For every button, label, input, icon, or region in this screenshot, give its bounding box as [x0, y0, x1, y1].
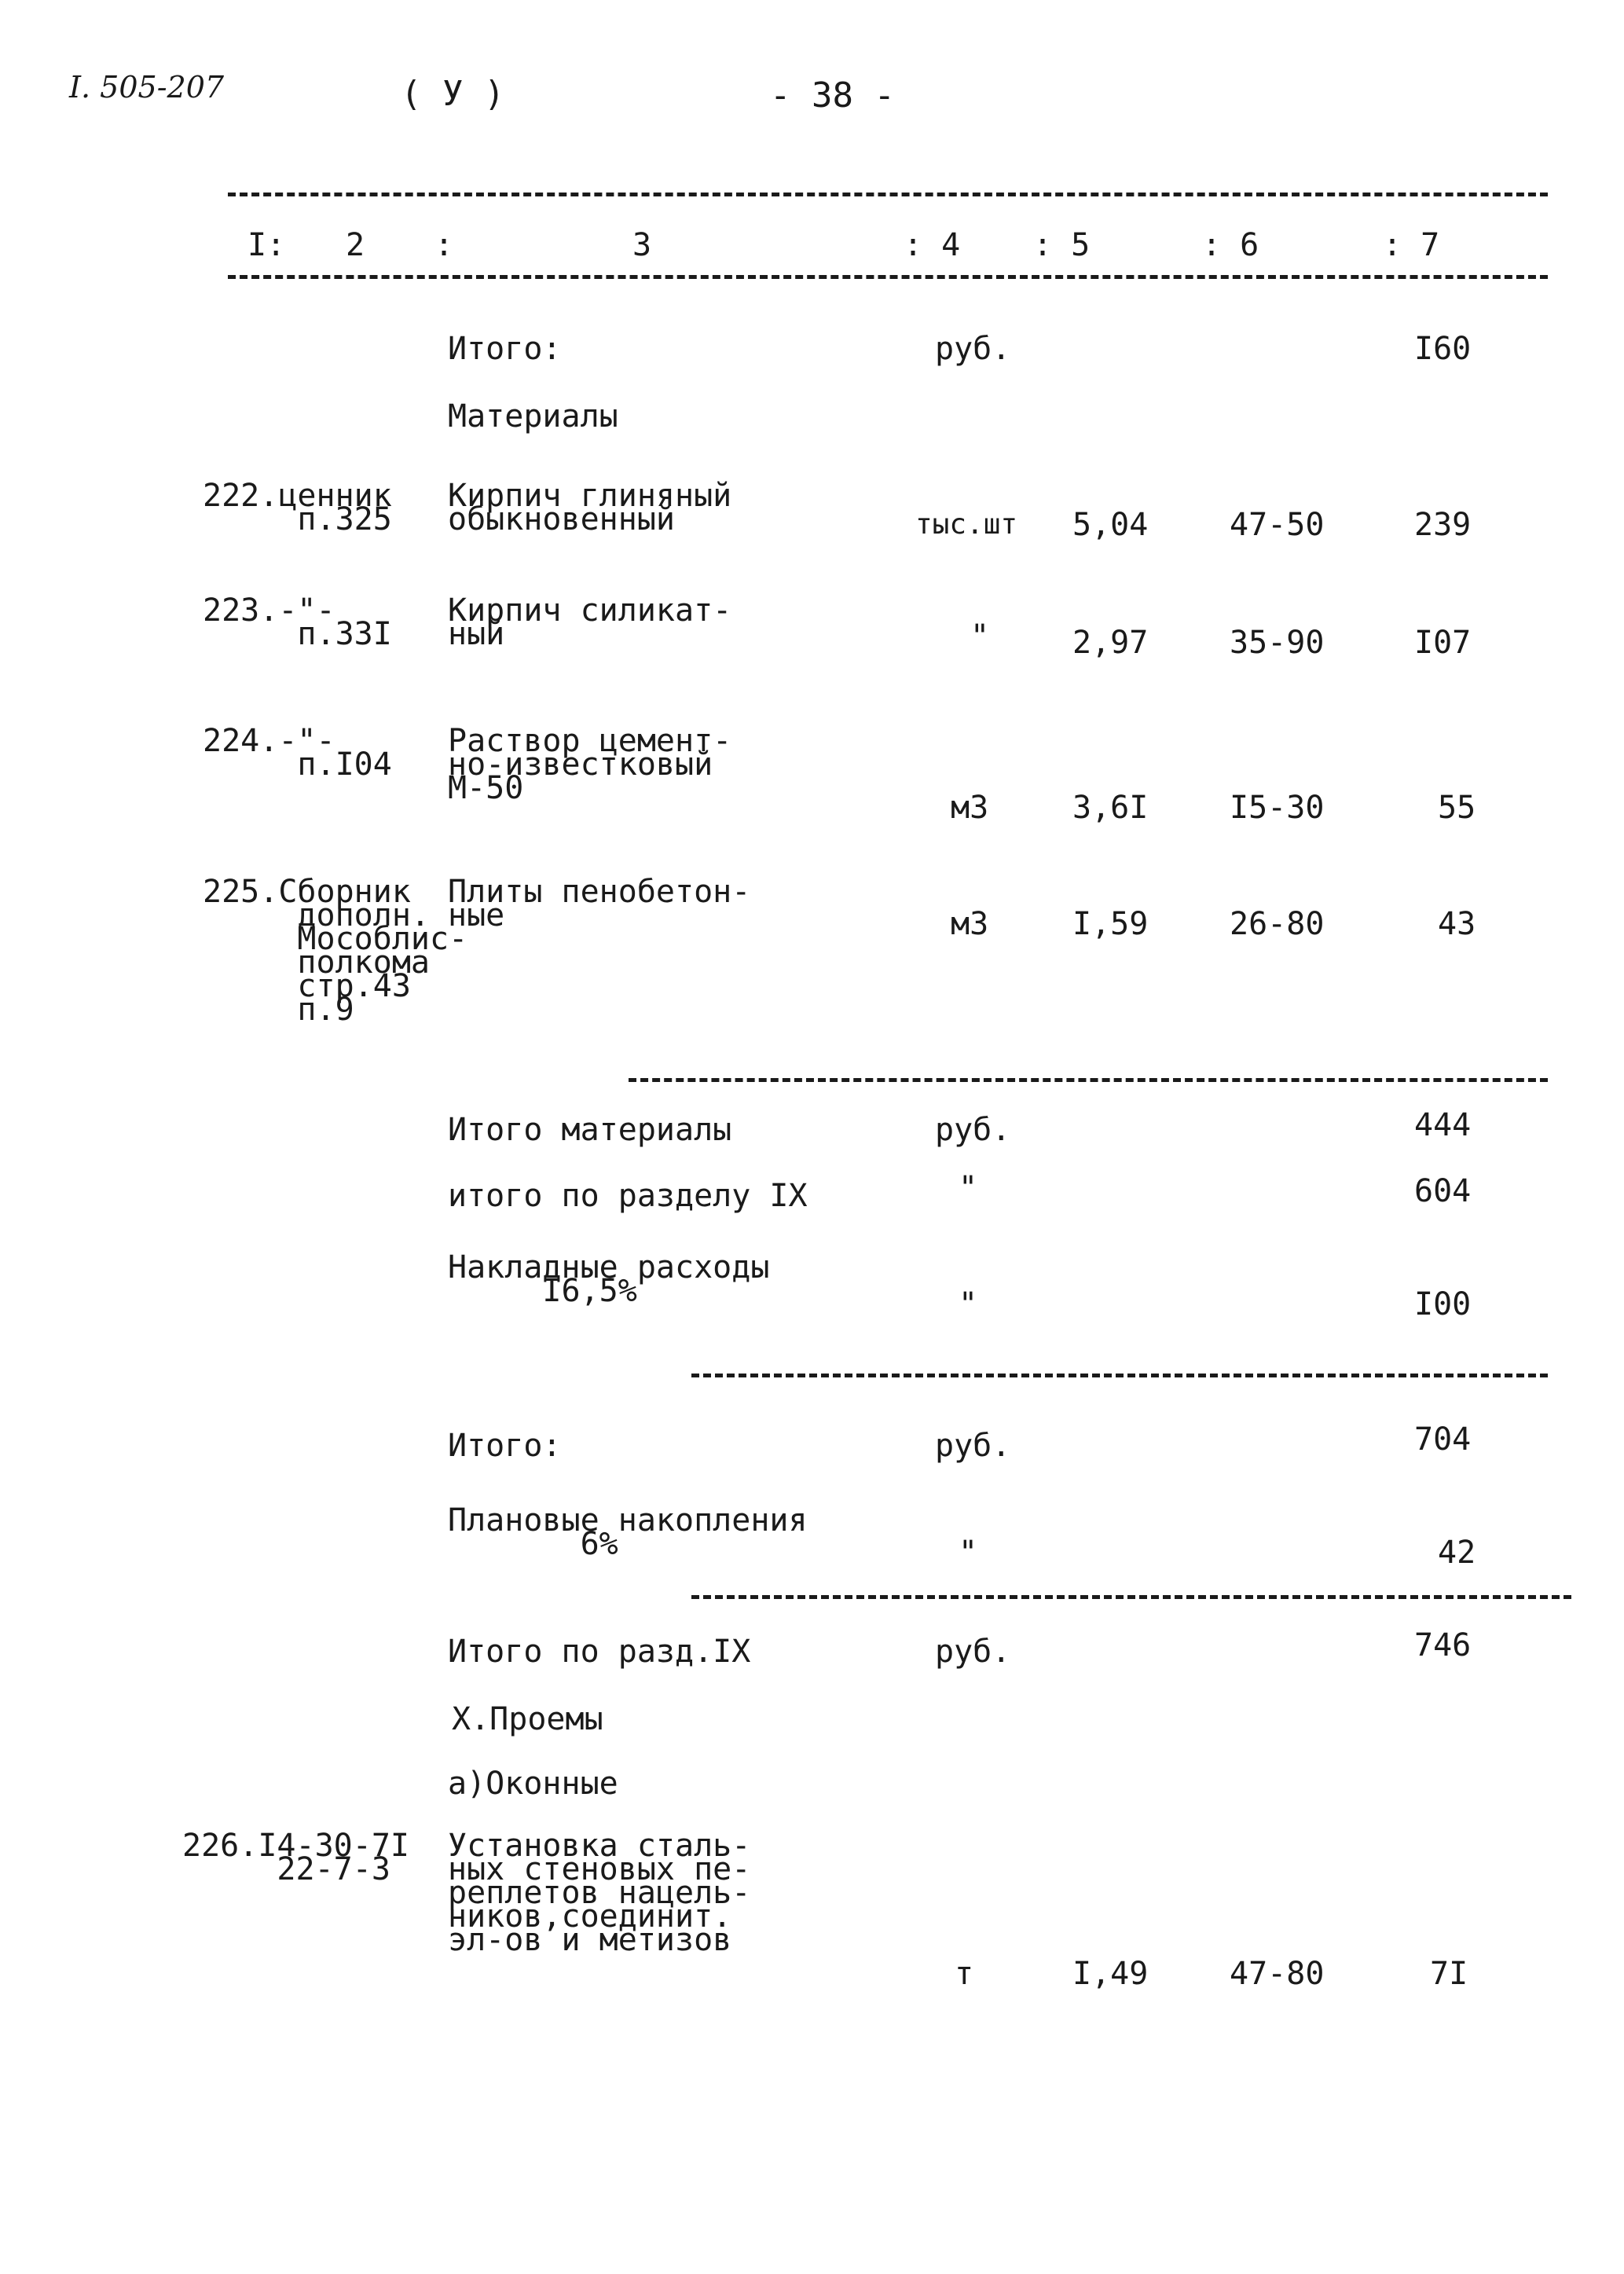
itogo2-unit: руб. [935, 1428, 1011, 1464]
row-225-unit: м3 [951, 906, 989, 942]
itogo-materials-unit: руб. [935, 1112, 1011, 1148]
row-222-desc: Кирпич глиняный обыкновенный [448, 478, 732, 537]
row-223-price: 35-90 [1230, 625, 1325, 661]
section-x-heading: Х.Проемы [452, 1701, 603, 1737]
overhead-rule [691, 1374, 1548, 1377]
row-225-total: 43 [1438, 906, 1476, 942]
row-226-qty: I,49 [1072, 1956, 1149, 1992]
row-225-code: 225.Сборник дополн. Мособлис- полкома стр.43 п.9 [203, 874, 468, 1028]
row-223-desc: Кирпич силикат- ный [448, 592, 732, 652]
subsection-a-heading: а)Оконные [448, 1766, 618, 1802]
col-header-6: : 6 [1202, 227, 1259, 263]
col-header-7: : 7 [1383, 227, 1440, 263]
row-226-desc: Установка сталь- ных стеновых пе- реплетов нацель- ников,соединит. эл-ов и метизов [448, 1828, 751, 1958]
planned-rule [691, 1595, 1571, 1599]
itogo-razd-label: Итого по разд.IX [448, 1634, 751, 1670]
row-226-total: 7I [1430, 1956, 1468, 1992]
row-222-total: 239 [1414, 507, 1472, 543]
planned-total: 42 [1438, 1535, 1476, 1571]
header-bottom-rule [228, 275, 1548, 279]
row-225-qty: I,59 [1072, 906, 1149, 942]
itogo-materials-label: Итого материалы [448, 1112, 732, 1148]
row-222-unit: тыс.шт [915, 508, 1018, 541]
col-header-1: I: [247, 227, 286, 263]
planned-label: Плановые накопления 6% [448, 1502, 808, 1562]
document-mark: ( У ) [401, 74, 505, 114]
row-224-total: 55 [1438, 790, 1476, 826]
col-header-3: 3 [632, 227, 652, 263]
row-222-price: 47-50 [1230, 507, 1325, 543]
row-226-unit: т [955, 1956, 974, 1992]
row-224-price: I5-30 [1230, 790, 1325, 826]
col-header-sep: : [434, 227, 454, 263]
overhead-total: I00 [1414, 1286, 1472, 1322]
itogo-razd-unit: руб. [935, 1634, 1011, 1670]
row-224-desc: Раствор цемент- но-известковый М-50 [448, 723, 732, 806]
row-225-desc: Плиты пенобетон- ные [448, 874, 751, 933]
row-223-unit: " [970, 618, 990, 655]
itogo-razd-total: 746 [1414, 1627, 1472, 1663]
itogo2-total: 704 [1414, 1421, 1472, 1458]
page-number: - 38 - [770, 75, 895, 116]
row-222-code: 222.ценник п.325 [203, 478, 392, 537]
itogo2-label: Итого: [448, 1428, 562, 1464]
row-223-code: 223.-"- п.33I [203, 592, 392, 652]
materials-heading: Материалы [448, 398, 618, 435]
planned-unit: " [959, 1535, 978, 1571]
itogo-label: Итого: [448, 331, 562, 367]
col-header-5: : 5 [1033, 227, 1091, 263]
materials-rule [629, 1078, 1548, 1082]
itogo-section-label: итого по разделу IX [448, 1178, 808, 1214]
row-226-price: 47-80 [1230, 1956, 1325, 1992]
row-225-price: 26-80 [1230, 906, 1325, 942]
itogo-unit: руб. [935, 331, 1011, 367]
row-224-unit: м3 [951, 790, 989, 826]
itogo-materials-total: 444 [1414, 1107, 1472, 1143]
overhead-unit: " [959, 1286, 978, 1322]
document-code: I. 505-207 [69, 70, 225, 105]
col-header-2: 2 [346, 227, 365, 263]
overhead-label: Накладные расходы I6,5% [448, 1249, 770, 1309]
row-222-qty: 5,04 [1072, 507, 1149, 543]
col-header-4: : 4 [904, 227, 961, 263]
row-223-qty: 2,97 [1072, 625, 1149, 661]
itogo-section-unit: " [959, 1170, 978, 1206]
header-top-rule [228, 193, 1548, 196]
itogo-total: I60 [1414, 331, 1472, 367]
row-223-total: I07 [1414, 625, 1472, 661]
itogo-section-total: 604 [1414, 1173, 1472, 1209]
row-224-code: 224.-"- п.I04 [203, 723, 392, 783]
row-224-qty: 3,6I [1072, 790, 1149, 826]
row-226-code: 226.I4-30-7I 22-7-3 [182, 1828, 409, 1887]
